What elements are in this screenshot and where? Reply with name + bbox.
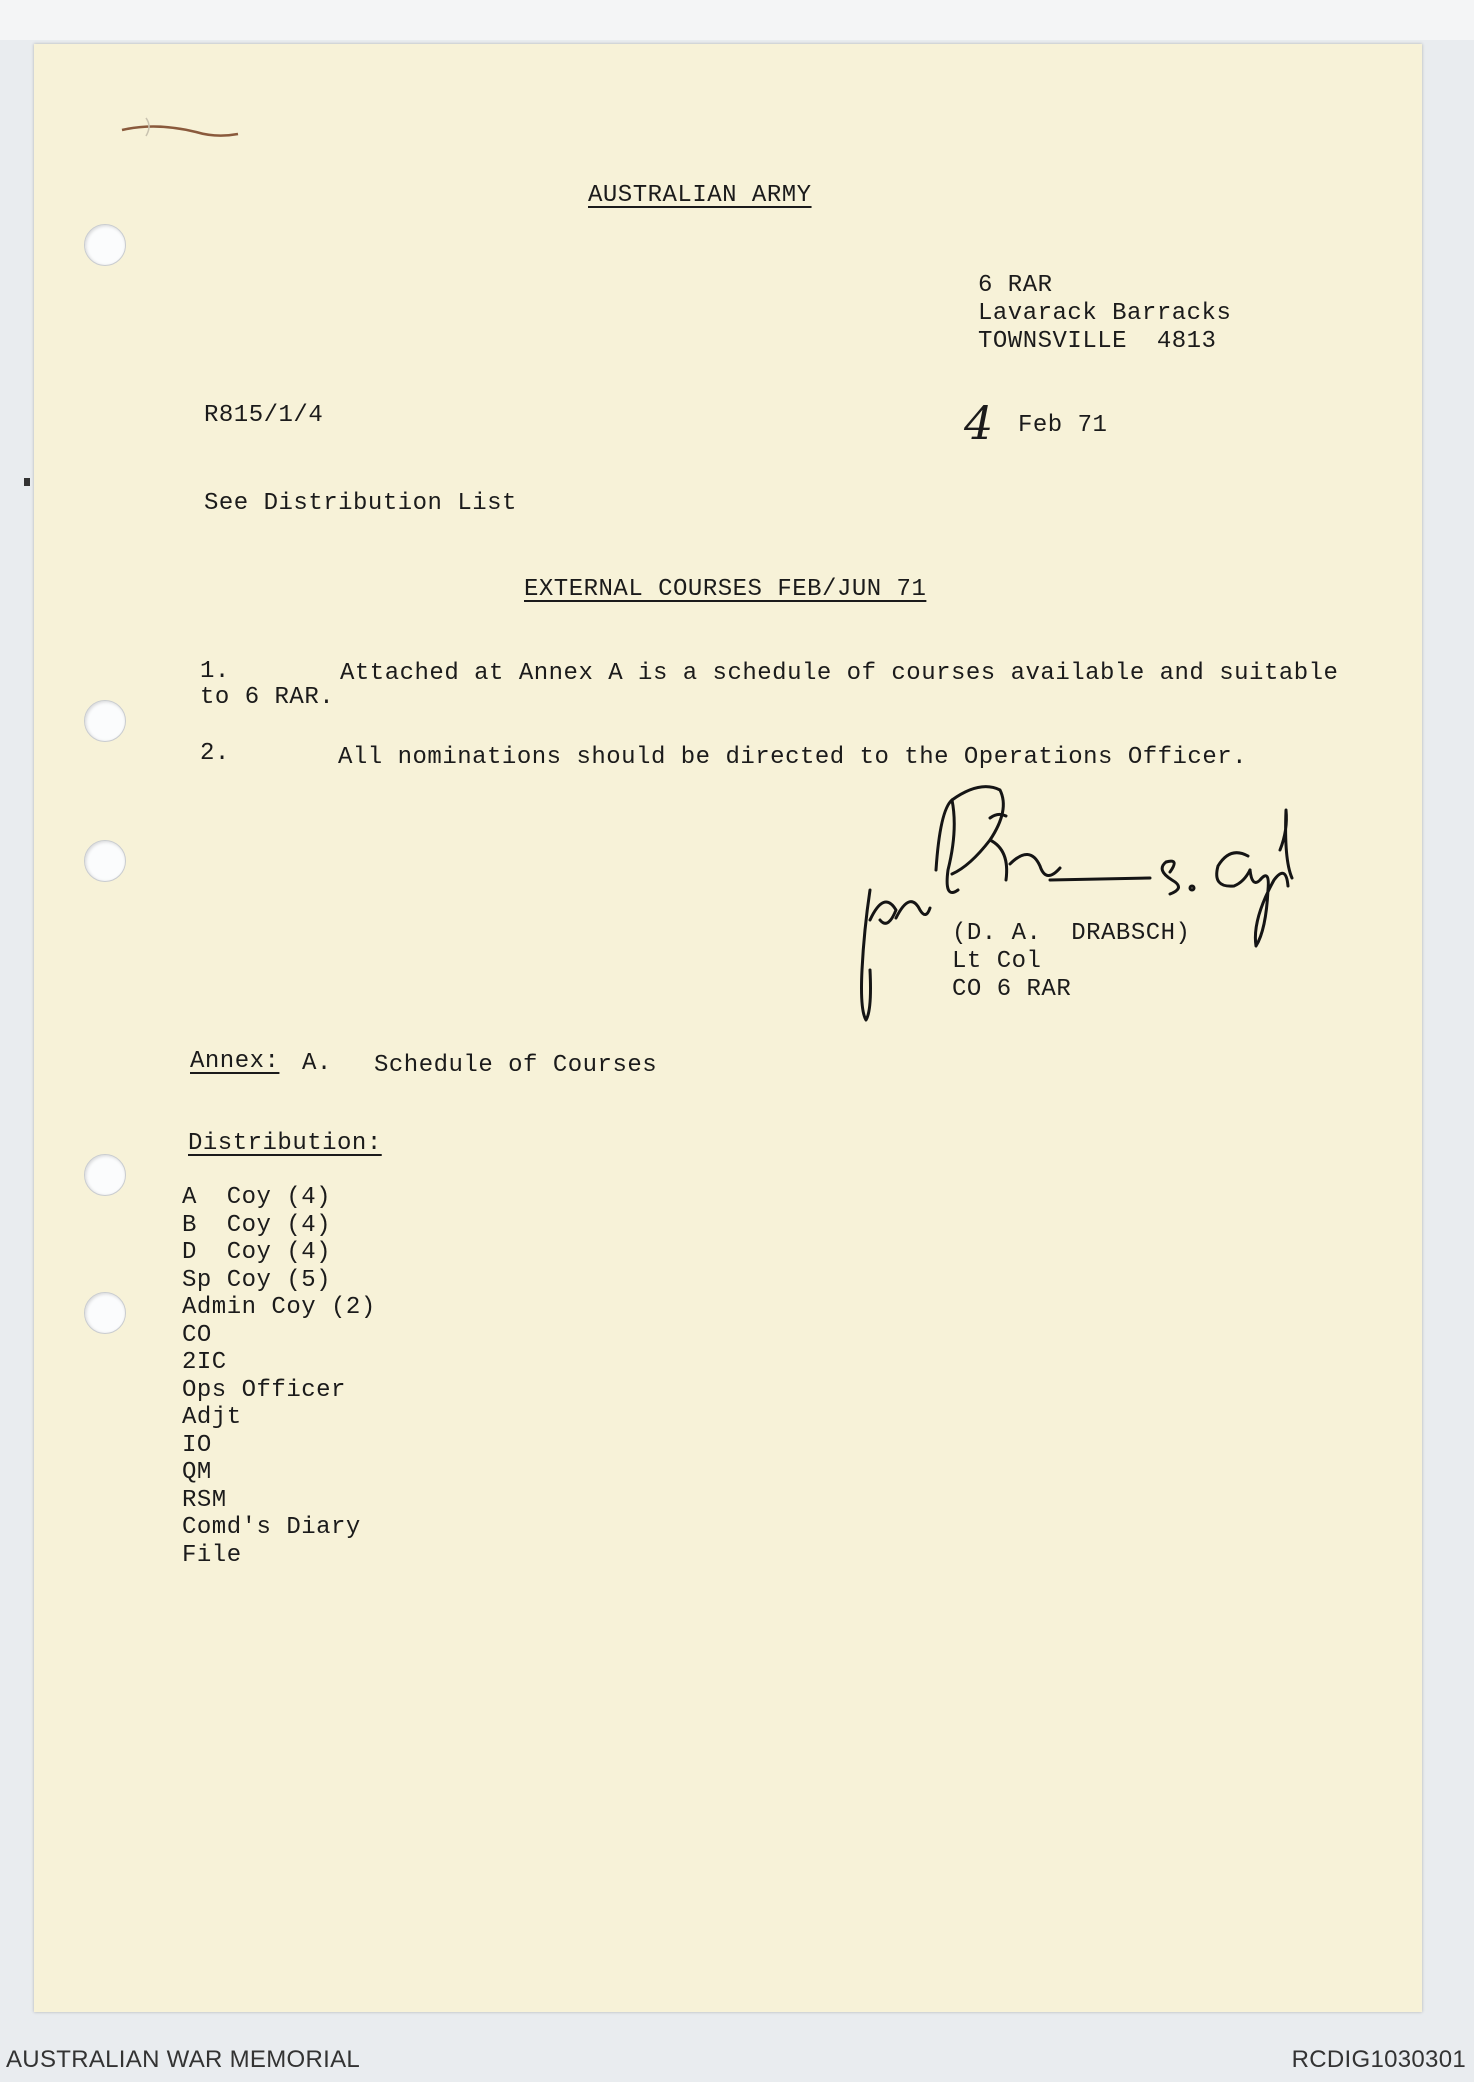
distribution-item: B Coy (4) <box>182 1211 332 1239</box>
distribution-item: 2IC <box>182 1349 227 1376</box>
distribution-item: CO <box>182 1321 212 1349</box>
paragraph-1-number: 1. <box>200 658 230 685</box>
distribution-item: Comd's Diary <box>182 1514 361 1541</box>
distribution-item: Sp Coy (5) <box>182 1266 332 1294</box>
date-month-year: Feb 71 <box>1018 412 1108 439</box>
scan-top-strip <box>0 0 1474 40</box>
annex-label: Annex: <box>190 1048 280 1075</box>
annex-title: Schedule of Courses <box>374 1052 658 1079</box>
distribution-item: A Coy (4) <box>182 1184 332 1211</box>
distribution-item: D Coy (4) <box>182 1239 332 1266</box>
paragraph-2-number: 2. <box>200 740 230 767</box>
distribution-item: RSM <box>182 1486 227 1514</box>
paragraph-1-text: Attached at Annex A is a schedule of courses available and suitable <box>340 660 1339 687</box>
handwritten-signature <box>840 770 1310 1030</box>
addressee: See Distribution List <box>204 490 517 517</box>
archive-item-id: RCDIG1030301 <box>1291 2046 1466 2073</box>
file-reference: R815/1/4 <box>204 402 324 429</box>
paragraph-2-text: All nominations should be directed to the Operations Officer. <box>338 744 1248 771</box>
signatory-appointment: CO 6 RAR <box>952 976 1072 1003</box>
pencil-mark <box>116 110 256 160</box>
distribution-item: Admin Coy (2) <box>182 1294 376 1321</box>
punch-hole <box>84 1292 126 1334</box>
distribution-label: Distribution: <box>188 1130 382 1157</box>
distribution-item: Ops Officer <box>182 1376 346 1404</box>
punch-hole <box>84 1154 126 1196</box>
distribution-item: IO <box>182 1431 212 1459</box>
annex-letter: A. <box>302 1050 332 1077</box>
punch-hole <box>84 700 126 742</box>
scan-speck <box>24 478 30 486</box>
letterhead-title: AUSTRALIAN ARMY <box>588 182 812 209</box>
address-barracks: Lavarack Barracks <box>978 300 1232 327</box>
archive-source-label: AUSTRALIAN WAR MEMORIAL <box>6 2046 361 2073</box>
distribution-list <box>182 1184 376 1569</box>
punch-hole <box>84 224 126 266</box>
distribution-item: File <box>182 1541 242 1569</box>
address-city: TOWNSVILLE 4813 <box>978 328 1217 355</box>
distribution-item: QM <box>182 1459 212 1486</box>
paragraph-1-text-continued: to 6 RAR. <box>200 684 335 711</box>
punch-hole <box>84 840 126 882</box>
handwritten-date-day: 4 <box>964 396 994 450</box>
distribution-item: Adjt <box>182 1404 242 1431</box>
address-unit: 6 RAR <box>978 272 1053 299</box>
signatory-rank: Lt Col <box>952 948 1042 975</box>
signatory-name: (D. A. DRABSCH) <box>952 920 1191 947</box>
subject-heading: EXTERNAL COURSES FEB/JUN 71 <box>524 576 927 603</box>
